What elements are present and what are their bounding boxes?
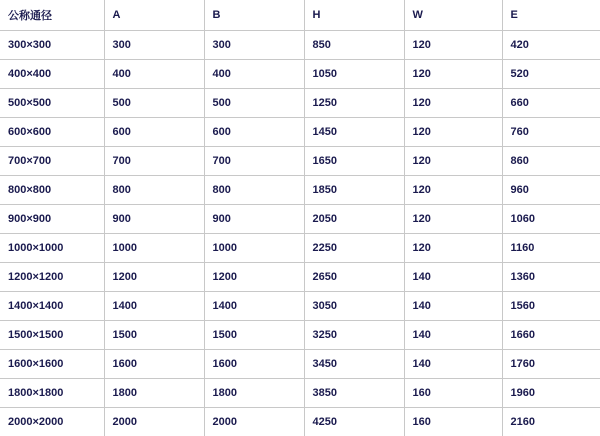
cell-h: 3250 <box>304 321 404 350</box>
cell-b: 500 <box>204 89 304 118</box>
cell-w: 120 <box>404 176 502 205</box>
cell-a: 1500 <box>104 321 204 350</box>
cell-a: 1800 <box>104 379 204 408</box>
table-row <box>0 89 600 118</box>
cell-nominal-diameter: 1800×1800 <box>0 379 104 408</box>
cell-h: 1650 <box>304 147 404 176</box>
cell-e: 760 <box>502 118 600 147</box>
cell-e: 660 <box>502 89 600 118</box>
cell-a: 1000 <box>104 234 204 263</box>
cell-b: 1500 <box>204 321 304 350</box>
cell-a: 400 <box>104 60 204 89</box>
cell-a: 800 <box>104 176 204 205</box>
cell-h: 3450 <box>304 350 404 379</box>
cell-h: 2650 <box>304 263 404 292</box>
cell-b: 400 <box>204 60 304 89</box>
table-row <box>0 118 600 147</box>
cell-w: 120 <box>404 118 502 147</box>
column-header-h: H <box>304 0 404 31</box>
cell-nominal-diameter: 800×800 <box>0 176 104 205</box>
cell-nominal-diameter: 1500×1500 <box>0 321 104 350</box>
cell-b: 300 <box>204 31 304 60</box>
table-row <box>0 176 600 205</box>
cell-a: 700 <box>104 147 204 176</box>
table-row <box>0 321 600 350</box>
cell-nominal-diameter: 700×700 <box>0 147 104 176</box>
table-header <box>0 0 600 31</box>
cell-b: 1800 <box>204 379 304 408</box>
cell-h: 1250 <box>304 89 404 118</box>
table-body <box>0 31 600 436</box>
cell-b: 900 <box>204 205 304 234</box>
cell-a: 1200 <box>104 263 204 292</box>
cell-e: 1960 <box>502 379 600 408</box>
cell-h: 2050 <box>304 205 404 234</box>
cell-w: 120 <box>404 89 502 118</box>
cell-w: 140 <box>404 350 502 379</box>
cell-h: 3050 <box>304 292 404 321</box>
table-row <box>0 408 600 436</box>
cell-e: 1560 <box>502 292 600 321</box>
cell-e: 420 <box>502 31 600 60</box>
table-row <box>0 263 600 292</box>
cell-h: 1050 <box>304 60 404 89</box>
cell-h: 3850 <box>304 379 404 408</box>
cell-nominal-diameter: 1200×1200 <box>0 263 104 292</box>
column-header-a: A <box>104 0 204 31</box>
cell-nominal-diameter: 400×400 <box>0 60 104 89</box>
cell-b: 1400 <box>204 292 304 321</box>
cell-h: 4250 <box>304 408 404 436</box>
column-header-w: W <box>404 0 502 31</box>
cell-nominal-diameter: 1400×1400 <box>0 292 104 321</box>
cell-w: 120 <box>404 147 502 176</box>
cell-h: 1450 <box>304 118 404 147</box>
cell-a: 1600 <box>104 350 204 379</box>
cell-h: 2250 <box>304 234 404 263</box>
cell-w: 120 <box>404 205 502 234</box>
cell-a: 600 <box>104 118 204 147</box>
table-row <box>0 379 600 408</box>
cell-a: 500 <box>104 89 204 118</box>
table-row <box>0 234 600 263</box>
cell-e: 960 <box>502 176 600 205</box>
cell-w: 120 <box>404 60 502 89</box>
cell-b: 1000 <box>204 234 304 263</box>
cell-e: 1660 <box>502 321 600 350</box>
cell-w: 140 <box>404 263 502 292</box>
cell-a: 2000 <box>104 408 204 436</box>
cell-w: 140 <box>404 292 502 321</box>
table-row <box>0 292 600 321</box>
cell-b: 600 <box>204 118 304 147</box>
table-header-row <box>0 0 600 31</box>
cell-b: 1200 <box>204 263 304 292</box>
table-row <box>0 60 600 89</box>
cell-nominal-diameter: 600×600 <box>0 118 104 147</box>
table-row <box>0 147 600 176</box>
column-header-nominal-diameter: 公称通径 <box>0 0 104 31</box>
cell-e: 1060 <box>502 205 600 234</box>
cell-a: 900 <box>104 205 204 234</box>
table-row <box>0 350 600 379</box>
cell-nominal-diameter: 300×300 <box>0 31 104 60</box>
cell-b: 1600 <box>204 350 304 379</box>
cell-b: 700 <box>204 147 304 176</box>
cell-e: 1160 <box>502 234 600 263</box>
cell-a: 1400 <box>104 292 204 321</box>
table-row <box>0 205 600 234</box>
cell-b: 2000 <box>204 408 304 436</box>
cell-nominal-diameter: 1000×1000 <box>0 234 104 263</box>
cell-b: 800 <box>204 176 304 205</box>
cell-e: 2160 <box>502 408 600 436</box>
cell-h: 850 <box>304 31 404 60</box>
cell-e: 860 <box>502 147 600 176</box>
cell-nominal-diameter: 900×900 <box>0 205 104 234</box>
column-header-b: B <box>204 0 304 31</box>
cell-w: 160 <box>404 379 502 408</box>
cell-e: 520 <box>502 60 600 89</box>
cell-nominal-diameter: 1600×1600 <box>0 350 104 379</box>
cell-w: 120 <box>404 234 502 263</box>
cell-w: 140 <box>404 321 502 350</box>
cell-w: 120 <box>404 31 502 60</box>
column-header-e: E <box>502 0 600 31</box>
cell-e: 1760 <box>502 350 600 379</box>
cell-nominal-diameter: 500×500 <box>0 89 104 118</box>
cell-e: 1360 <box>502 263 600 292</box>
cell-h: 1850 <box>304 176 404 205</box>
cell-w: 160 <box>404 408 502 436</box>
table-row <box>0 31 600 60</box>
cell-nominal-diameter: 2000×2000 <box>0 408 104 436</box>
cell-a: 300 <box>104 31 204 60</box>
